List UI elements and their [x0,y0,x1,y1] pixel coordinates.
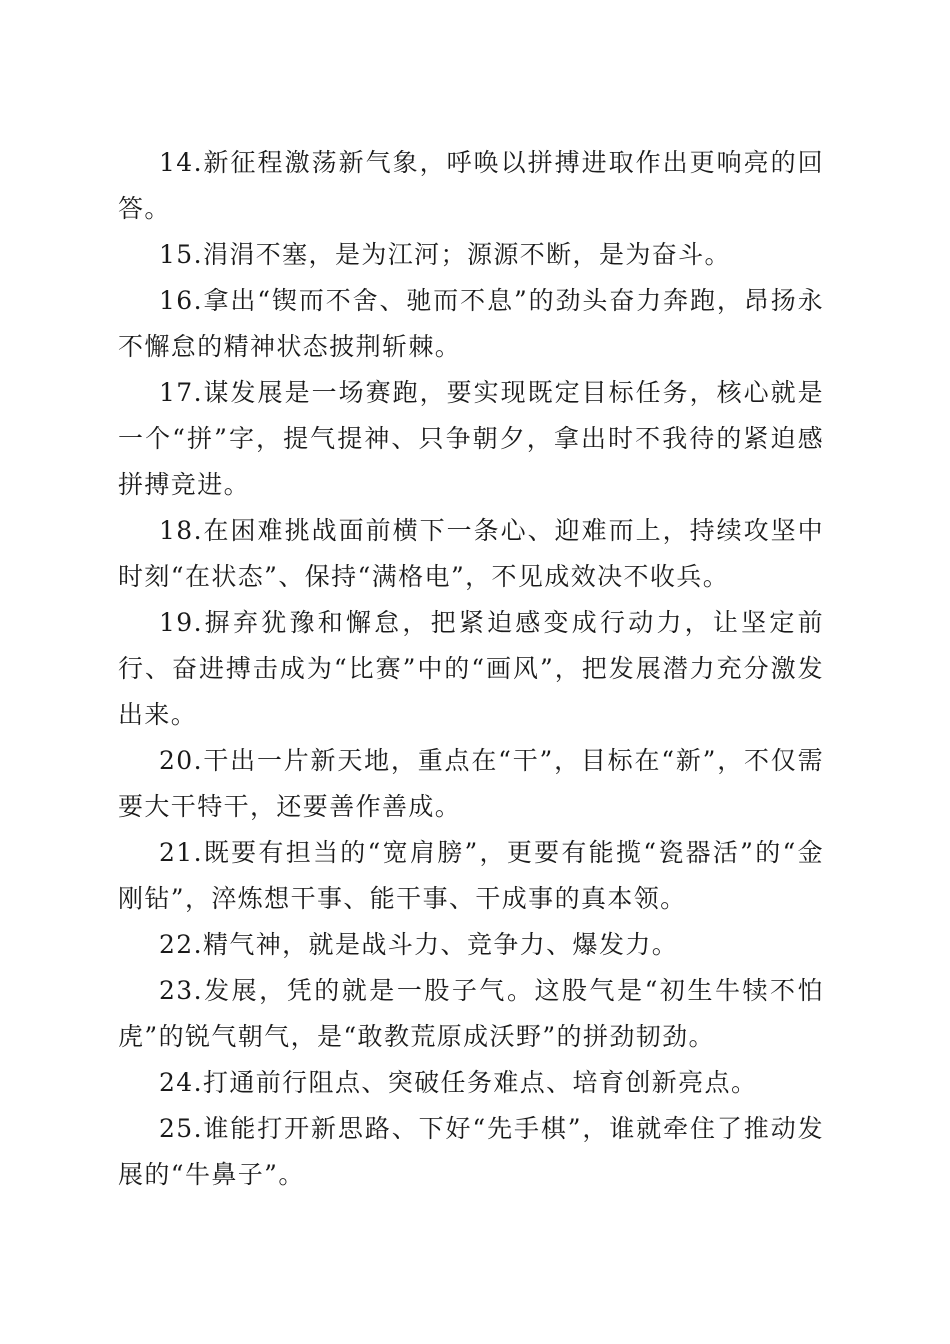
paragraph-24: 24.打通前行阻点、突破任务难点、培育创新亮点。 [159,1068,758,1097]
paragraph-19: 19.摒弃犹豫和懈怠，把紧迫感变成行动力，让坚定前行、奋进搏击成为“比赛”中的“画风”，把发展潜力充分激发出来。 [118,608,824,729]
paragraph-17: 17.谋发展是一场赛跑，要实现既定目标任务，核心就是一个“拼”字，提气提神、只争朝夕，拿出时不我待的紧迫感拼搏竞进。 [118,378,824,499]
paragraph-15: 15.涓涓不塞，是为江河；源源不断，是为奋斗。 [159,240,731,269]
paragraph-18: 18.在困难挑战面前横下一条心、迎难而上，持续攻坚中时刻“在状态”、保持“满格电”，不见成效决不收兵。 [118,516,824,591]
paragraph-16: 16.拿出“锲而不舍、驰而不息”的劲头奋力奔跑，昂扬永不懈怠的精神状态披荆斩棘。 [118,286,824,361]
paragraph-14: 14.新征程激荡新气象，呼唤以拼搏进取作出更响亮的回答。 [118,148,824,223]
document-body [118,140,824,1198]
paragraph-20: 20.干出一片新天地，重点在“干”，目标在“新”，不仅需要大干特干，还要善作善成。 [118,746,824,821]
paragraph-22: 22.精气神，就是战斗力、竞争力、爆发力。 [159,930,679,959]
paragraph-25: 25.谁能打开新思路、下好“先手棋”，谁就牵住了推动发展的“牛鼻子”。 [118,1114,824,1189]
paragraph-23: 23.发展，凭的就是一股子气。这股气是“初生牛犊不怕虎”的锐气朝气，是“敢教荒原成沃野”的拼劲韧劲。 [118,976,824,1051]
paragraph-21: 21.既要有担当的“宽肩膀”，更要有能揽“瓷器活”的“金刚钻”，淬炼想干事、能干事、干成事的真本领。 [118,838,824,913]
